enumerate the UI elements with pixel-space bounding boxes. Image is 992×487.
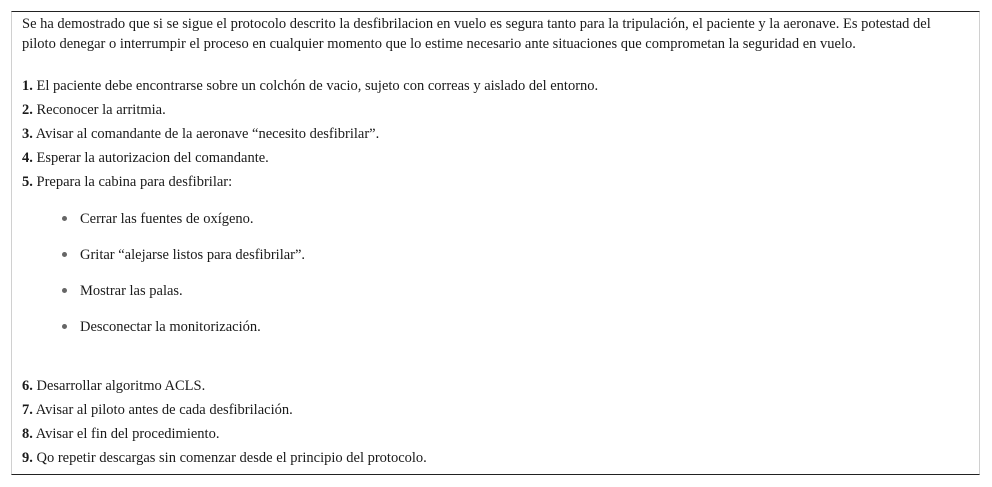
step-text: Avisar el fin del procedimiento. xyxy=(35,426,220,442)
step-text: Avisar al piloto antes de cada desfibrilación. xyxy=(35,402,293,418)
step-1 xyxy=(22,76,598,96)
protocol-table xyxy=(11,11,980,475)
step-number: 8. xyxy=(22,426,33,442)
bullet-item xyxy=(62,209,254,229)
bullet-text: Cerrar las fuentes de oxígeno. xyxy=(80,211,254,227)
step-7 xyxy=(22,400,293,420)
step-9 xyxy=(22,448,427,468)
step-text: Esperar la autorizacion del comandante. xyxy=(36,150,269,166)
step-text: Prepara la cabina para desfibrilar: xyxy=(36,174,233,190)
step-number: 2. xyxy=(22,102,33,118)
step-5 xyxy=(22,172,232,192)
bullet-dot-icon xyxy=(62,288,67,293)
step-text: Qo repetir descargas sin comenzar desde el principio del protocolo. xyxy=(36,450,427,466)
step-8 xyxy=(22,424,219,444)
bullet-dot-icon xyxy=(62,324,67,329)
step-number: 5. xyxy=(22,174,33,190)
bullet-dot-icon xyxy=(62,252,67,257)
step-text: El paciente debe encontrarse sobre un colchón de vacio, sujeto con correas y aislado del entorno. xyxy=(36,78,599,94)
bullet-text: Desconectar la monitorización. xyxy=(80,319,261,335)
step-text: Desarrollar algoritmo ACLS. xyxy=(36,378,206,394)
bullet-text: Mostrar las palas. xyxy=(80,283,183,299)
bullet-item xyxy=(62,317,261,337)
step-text: Reconocer la arritmia. xyxy=(36,102,166,118)
step-number: 1. xyxy=(22,78,33,94)
bullet-item xyxy=(62,281,183,301)
step-number: 3. xyxy=(22,126,33,142)
step-6 xyxy=(22,376,205,396)
bullet-text: Gritar “alejarse listos para desfibrilar”. xyxy=(80,247,306,263)
step-text: Avisar al comandante de la aeronave “necesito desfibrilar”. xyxy=(35,126,380,142)
bullet-dot-icon xyxy=(62,216,67,221)
step-number: 4. xyxy=(22,150,33,166)
step-3 xyxy=(22,124,379,144)
intro-paragraph: Se ha demostrado que si se sigue el protocolo descrito la desfibrilacion en vuelo es segura tanto para la tripulación, el paciente y la aeronave. Es potestad del piloto denegar o interrumpir el proceso en cualquier momento que lo estime necesario ante situaciones que comprometan la seguridad en vuelo. xyxy=(22,16,931,52)
step-number: 6. xyxy=(22,378,33,394)
step-number: 7. xyxy=(22,402,33,418)
step-4 xyxy=(22,148,269,168)
step-number: 9. xyxy=(22,450,33,466)
bullet-item xyxy=(62,245,305,265)
step-2 xyxy=(22,100,166,120)
